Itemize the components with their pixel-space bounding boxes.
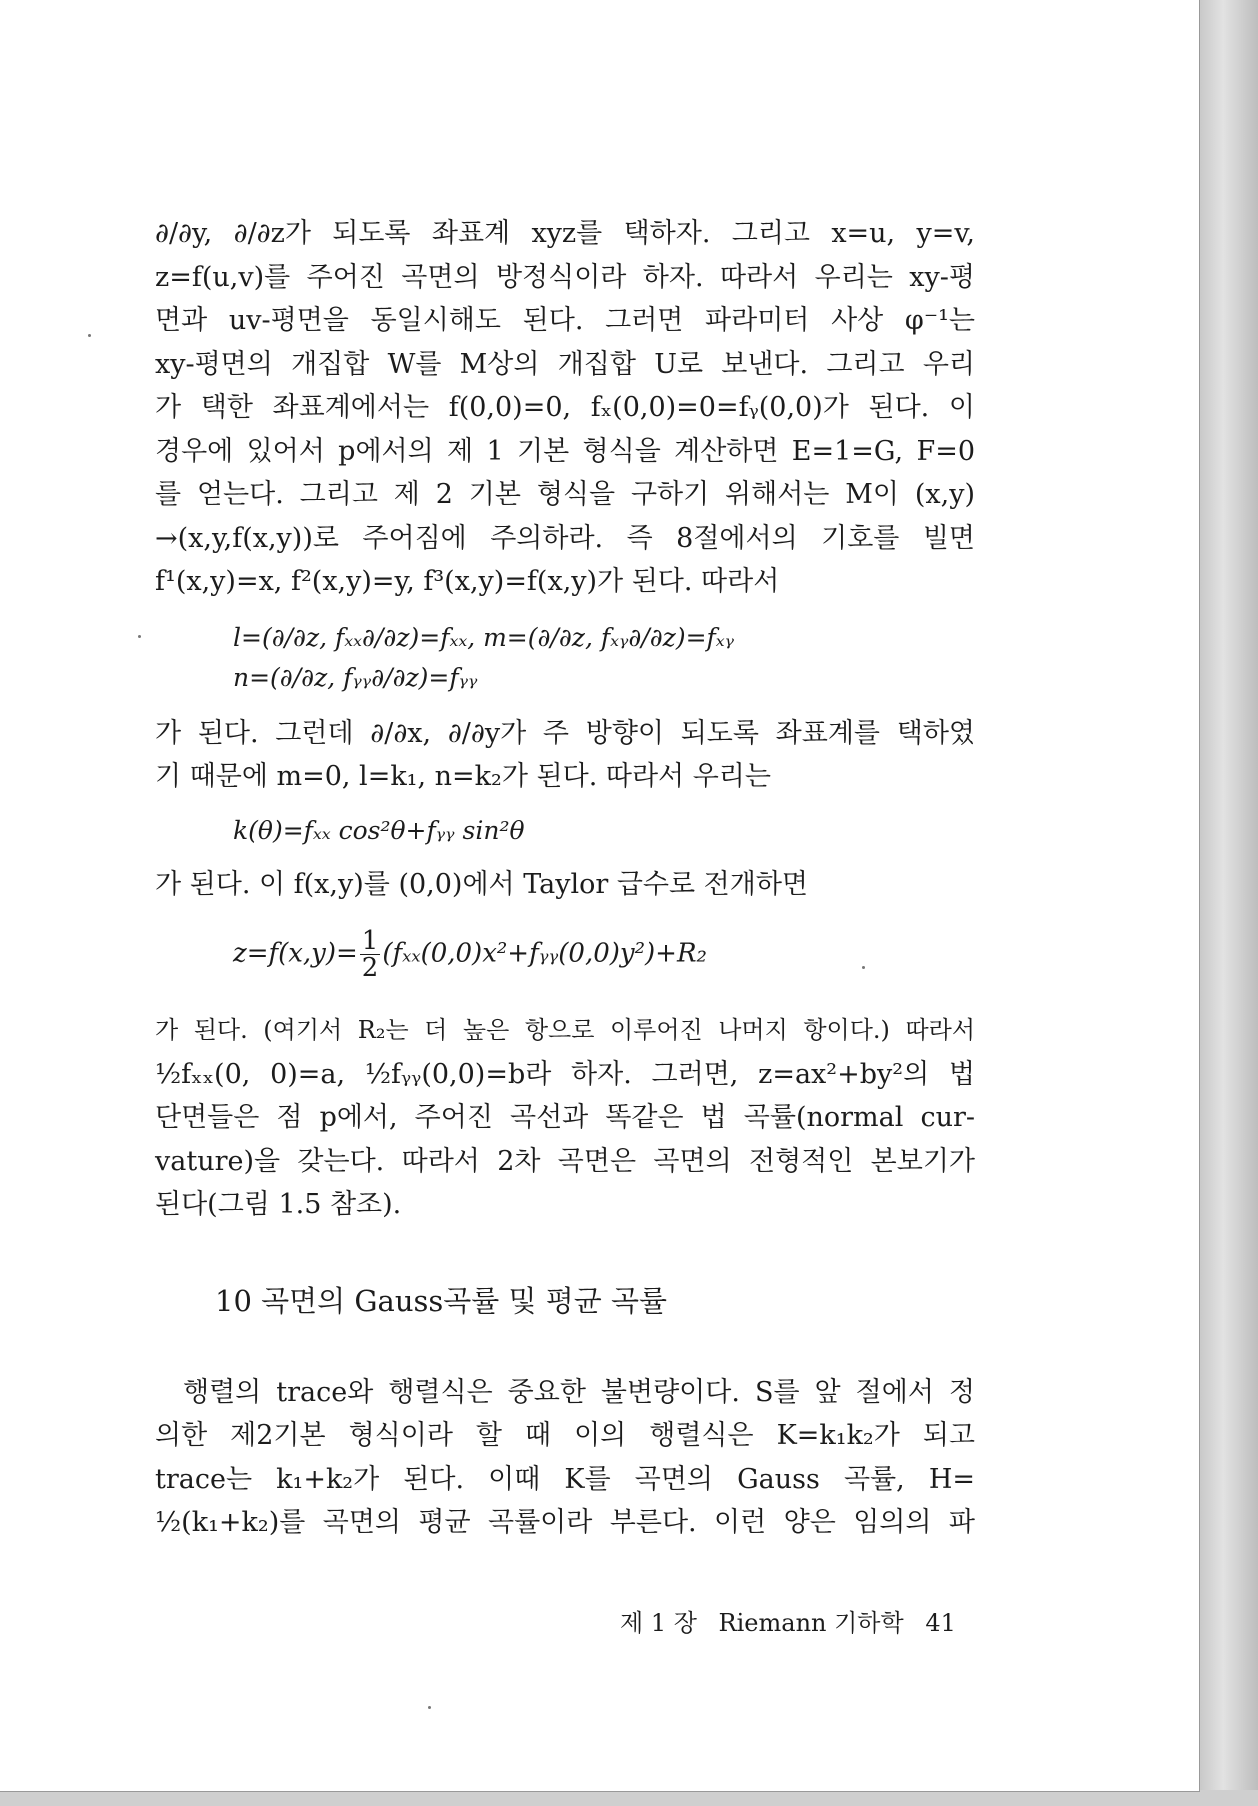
paragraph-2	[155, 712, 975, 799]
text-line: 행렬의 trace와 행렬식은 중요한 불변량이다. S를 앞 절에서 정	[183, 1376, 975, 1408]
fraction-denominator: 2	[361, 953, 379, 983]
page-footer	[620, 1603, 956, 1638]
footer-title: Riemann 기하학	[718, 1609, 904, 1637]
text-line: 가 된다. (여기서 R₂는 더 높은 항으로 이루어진 나머지 항이다.) 따라서	[155, 1016, 975, 1044]
scan-speck	[88, 334, 91, 337]
text-line: ∂/∂y, ∂/∂z가 되도록 좌표계 xyz를 택하자. 그리고 x=u, y=v,	[155, 218, 975, 249]
equation-line: n=(∂/∂z, fᵧᵧ∂/∂z)=fᵧᵧ	[233, 662, 478, 692]
text-line: 의한 제2기본 형식이라 할 때 이의 행렬식은 K=k₁k₂가 되고	[155, 1420, 975, 1451]
equation-second-fundamental-form	[233, 618, 975, 698]
footer-chapter: 제 1 장	[620, 1609, 697, 1637]
page-edge-shadow	[1200, 0, 1258, 1806]
text-line: trace는 k₁+k₂가 된다. 이때 K를 곡면의 Gauss 곡률, H=	[155, 1463, 975, 1495]
paragraph-4	[155, 1009, 975, 1227]
text-line: vature)을 갖는다. 따라서 2차 곡면은 곡면의 전형적인 본보기가	[155, 1145, 975, 1177]
fraction-numerator: 1	[361, 926, 379, 956]
text-line: 된다(그림 1.5 참조).	[155, 1189, 402, 1220]
text-line: →(x,y,f(x,y))로 주어짐에 주의하라. 즉 8절에서의 기호를 빌면	[155, 522, 975, 554]
equation-taylor-expansion	[233, 928, 975, 981]
equation-normal-curvature: k(θ)=fₓₓ cos²θ+fᵧᵧ sin²θ	[233, 815, 525, 845]
text-line: ½(k₁+k₂)를 곡면의 평균 곡률이라 부른다. 이런 양은 임의의 파	[155, 1507, 975, 1538]
text-line: ½fₓₓ(0, 0)=a, ½fᵧᵧ(0,0)=b라 하자. 그러면, z=ax²+by²의 법	[155, 1058, 975, 1090]
fraction-half	[360, 928, 381, 981]
equation-line: l=(∂/∂z, fₓₓ∂/∂z)=fₓₓ, m=(∂/∂z, fₓᵧ∂/∂z)=fₓᵧ	[233, 622, 735, 652]
text-line: 기 때문에 m=0, l=k₁, n=k₂가 된다. 따라서 우리는	[155, 761, 771, 792]
scan-speck	[138, 635, 141, 638]
text-line: f¹(x,y)=x, f²(x,y)=y, f³(x,y)=f(x,y)가 된다. 따라서	[155, 566, 780, 597]
text-line: 경우에 있어서 p에서의 제 1 기본 형식을 계산하면 E=1=G, F=0	[155, 435, 975, 467]
text-line: 를 얻는다. 그리고 제 2 기본 형식을 구하기 위해서는 M이 (x,y)	[155, 479, 975, 510]
text-line: 단면들은 점 p에서, 주어진 곡선과 똑같은 법 곡률(normal cur-	[155, 1102, 975, 1133]
paragraph-5	[155, 1371, 975, 1545]
page-bottom-shadow	[0, 1790, 1258, 1806]
section-heading: 10 곡면의 Gauss곡률 및 평균 곡률	[215, 1283, 668, 1318]
equation-rhs: (fₓₓ(0,0)x²+fᵧᵧ(0,0)y²)+R₂	[382, 938, 707, 969]
equation-lhs: z=f(x,y)=	[233, 938, 358, 969]
text-line: 가 된다. 그런데 ∂/∂x, ∂/∂y가 주 방향이 되도록 좌표계를 택하였	[155, 717, 975, 749]
page-body	[155, 212, 975, 1545]
scan-speck	[428, 1706, 431, 1709]
paragraph-3	[155, 863, 975, 907]
paragraph-1	[155, 212, 975, 604]
text-line: 면과 uv-평면을 동일시해도 된다. 그러면 파라미터 사상 φ⁻¹는	[155, 305, 975, 336]
text-line: 가 된다. 이 f(x,y)를 (0,0)에서 Taylor 급수로 전개하면	[155, 868, 808, 900]
page-number: 41	[925, 1609, 956, 1637]
text-line: 가 택한 좌표계에서는 f(0,0)=0, fₓ(0,0)=0=fᵧ(0,0)가 된다. 이	[155, 392, 975, 423]
text-line: z=f(u,v)를 주어진 곡면의 방정식이라 하자. 따라서 우리는 xy-평	[155, 261, 975, 293]
text-line: xy-평면의 개집합 W를 M상의 개집합 U로 보낸다. 그리고 우리	[155, 348, 975, 380]
